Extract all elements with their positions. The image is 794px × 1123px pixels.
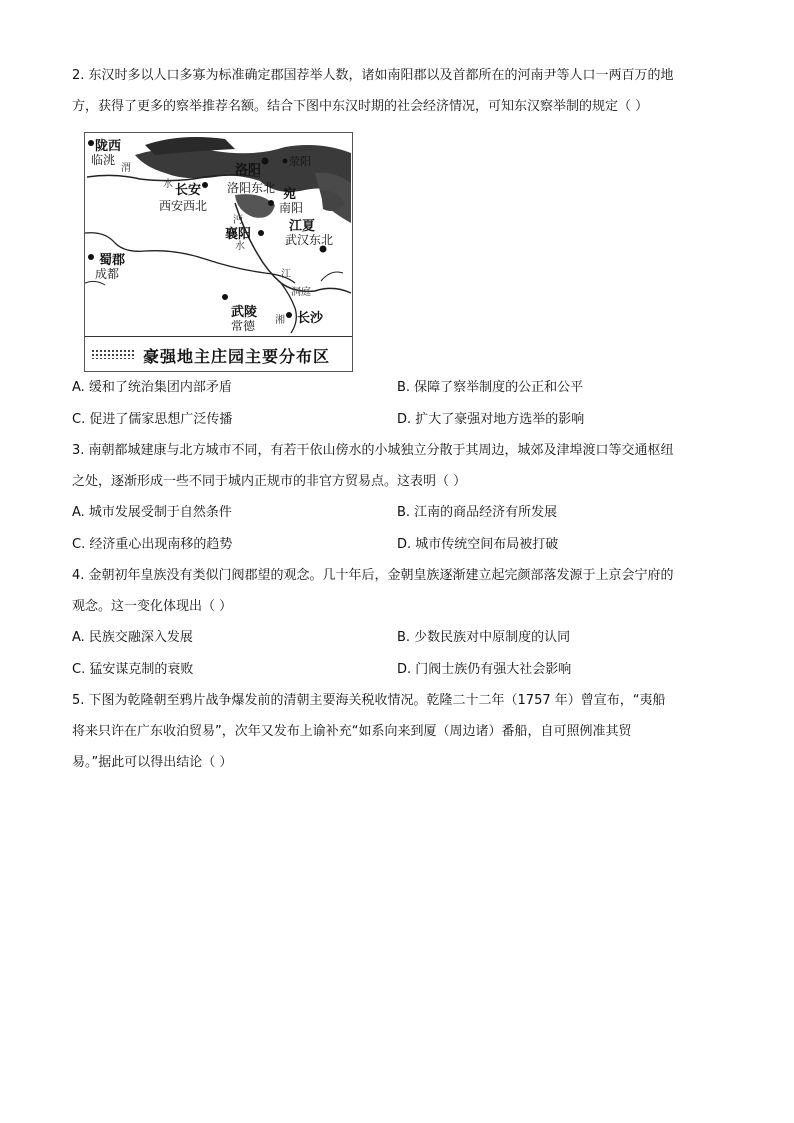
label-changsha: 长沙 [297, 311, 324, 326]
river-label-shui2: 水 [235, 241, 245, 252]
city-dot-nanyang [268, 200, 274, 206]
city-dot-shujun [88, 254, 94, 260]
city-dot-changan [202, 182, 208, 188]
label-luoyang: 洛阳 [235, 163, 262, 178]
label-changan: 长安 [175, 183, 202, 198]
label-xingyang: 荥阳 [289, 155, 311, 168]
q5-stem-line1: 5. 下图为乾隆朝至鸦片战争爆发前的清朝主要海关税收情况。乾隆二十二年（1757 年）曾宣布，“夷船 [72, 693, 666, 708]
q2-option-b[interactable]: B. 保障了察举制度的公正和公平 [397, 380, 584, 395]
q4-stem-line1: 4. 金朝初年皇族没有类似门阀郡望的观念。几十年后，金朝皇族逐渐建立起完颜部落发源于上京会宁府的 [72, 568, 674, 583]
label-xian-nw: 西安西北 [159, 199, 208, 213]
label-wan: 宛 [283, 187, 297, 202]
q4-stem-line2: 观念。这一变化体现出（ ） [72, 599, 233, 614]
label-jiangxia: 江夏 [289, 219, 316, 234]
q3-stem-line1: 3. 南朝都城建康与北方城市不同，有若干依山傍水的小城独立分散于其周边，城郊及津埠渡口等交通枢纽 [72, 443, 674, 458]
q4-option-c[interactable]: C. 猛安谋克制的衰败 [72, 662, 194, 677]
label-wuling: 武陵 [231, 305, 258, 320]
label-lintao: 临洮 [91, 153, 116, 167]
river-label-dongting: 洞庭 [291, 287, 311, 298]
river-label-xiang: 湘 [275, 315, 285, 326]
legend-dotted-swatch [91, 349, 135, 359]
label-changde: 常德 [231, 319, 256, 333]
q3-option-a[interactable]: A. 城市发展受制于自然条件 [72, 505, 232, 520]
city-dot-changsha [286, 312, 292, 318]
label-chengdu: 成都 [95, 267, 120, 281]
q4-option-a[interactable]: A. 民族交融深入发展 [72, 630, 193, 645]
city-dot-wuling [222, 294, 228, 300]
river-label-jiang: 江 [281, 269, 291, 280]
city-dot-longxi [88, 140, 94, 146]
q2-option-d[interactable]: D. 扩大了豪强对地方选举的影响 [397, 412, 585, 427]
q4-option-b[interactable]: B. 少数民族对中原制度的认同 [397, 630, 571, 645]
label-shujun: 蜀郡 [99, 253, 126, 268]
east-han-map [84, 132, 353, 372]
q2-stem-line1: 2. 东汉时多以人口多寡为标准确定郡国荐举人数，诸如南阳郡以及首都所在的河南尹等人口一两百万的地 [72, 68, 674, 83]
label-nanyang: 南阳 [279, 201, 304, 215]
q3-option-d[interactable]: D. 城市传统空间布局被打破 [397, 537, 559, 552]
q2-option-a[interactable]: A. 缓和了统治集团内部矛盾 [72, 380, 232, 395]
city-dot-xingyang [283, 159, 288, 164]
label-luoyang-ne: 洛阳东北 [227, 181, 276, 195]
q5-stem-line3: 易。”据此可以得出结论（ ） [72, 755, 233, 770]
river-label-shui: 水 [163, 179, 173, 190]
label-longxi: 陇西 [95, 139, 122, 154]
q2-option-c[interactable]: C. 促进了儒家思想广泛传播 [72, 412, 233, 427]
q4-option-d[interactable]: D. 门阀士族仍有强大社会影响 [397, 662, 572, 677]
map-legend [85, 336, 352, 371]
label-xiangyang: 襄阳 [225, 227, 252, 242]
q3-option-b[interactable]: B. 江南的商品经济有所发展 [397, 505, 558, 520]
city-dot-xiangyang [258, 230, 264, 236]
q3-option-c[interactable]: C. 经济重心出现南移的趋势 [72, 537, 233, 552]
river-label-mian: 沔 [233, 215, 243, 226]
label-wuhan-ne: 武汉东北 [285, 233, 334, 247]
q3-stem-line2: 之处，逐渐形成一些不同于城内正规市的非官方贸易点。这表明（ ） [72, 474, 467, 489]
city-dot-luoyang [262, 158, 269, 165]
legend-text: 豪强地主庄园主要分布区 [143, 347, 331, 366]
q2-stem-line2: 方，获得了更多的察举推荐名额。结合下图中东汉时期的社会经济情况，可知东汉察举制的规定（ ） [72, 99, 649, 114]
q5-stem-line2: 将来只许在广东收泊贸易”，次年又发布上谕补充“如系向来到厦（周边诸）番船，自可照例准其贸 [72, 724, 632, 739]
east-stream [321, 272, 343, 281]
river-label-wei: 渭 [121, 163, 131, 174]
